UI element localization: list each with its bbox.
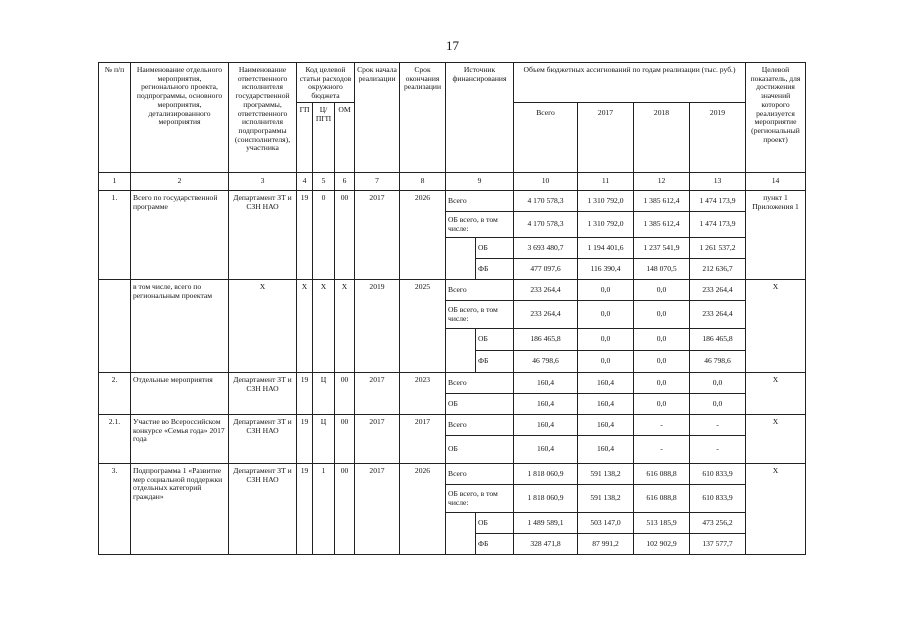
row-om: 00	[335, 415, 355, 464]
header-executor: Наименование ответственного исполнителя государственной программы, ответственного исполнителя подпрограммы (соисполнителя), участника	[229, 63, 297, 173]
value-2018: 0,0	[634, 301, 690, 329]
row-num: 3.	[99, 464, 131, 555]
value-2019: 473 256,2	[690, 513, 746, 534]
value-total: 233 264,4	[514, 301, 578, 329]
header-kbk: Код целевой статьи расходов окружного бюджета	[297, 63, 355, 103]
value-total: 477 097,6	[514, 259, 578, 280]
source-ob: ОБ	[476, 238, 514, 259]
row-end: 2017	[400, 415, 446, 464]
row-pgp: 0	[313, 191, 335, 280]
value-total: 4 170 578,3	[514, 191, 578, 212]
page-number: 17	[446, 38, 459, 53]
table-row	[99, 373, 806, 394]
header-start: Срок начала реализации	[355, 63, 400, 173]
col-number: 9	[446, 173, 514, 191]
value-total: 160,4	[514, 415, 578, 436]
source-indent	[446, 329, 476, 373]
value-2019: 610 833,9	[690, 464, 746, 485]
row-executor: Департамент ЗТ и СЗН НАО	[229, 464, 297, 555]
source-fb: ФБ	[476, 351, 514, 373]
row-start: 2017	[355, 415, 400, 464]
header-kbk-om: ОМ	[335, 103, 355, 173]
value-2017: 160,4	[578, 415, 634, 436]
row-start: 2017	[355, 373, 400, 415]
value-total: 1 489 589,1	[514, 513, 578, 534]
col-number: 13	[690, 173, 746, 191]
header-end: Срок окончания реализации	[400, 63, 446, 173]
row-start: 2017	[355, 464, 400, 555]
row-name: в том числе, всего по региональным проектам	[131, 280, 229, 373]
value-total: 186 465,8	[514, 329, 578, 351]
value-2019: -	[690, 415, 746, 436]
source-ob: ОБ	[476, 513, 514, 534]
value-total: 160,4	[514, 436, 578, 464]
value-2018: 0,0	[634, 373, 690, 394]
source-fb: ФБ	[476, 534, 514, 555]
value-2018: 0,0	[634, 280, 690, 301]
row-om: 00	[335, 191, 355, 280]
table-row	[99, 464, 806, 485]
row-om: 00	[335, 373, 355, 415]
value-total: 328 471,8	[514, 534, 578, 555]
col-number: 11	[578, 173, 634, 191]
row-gp: 19	[297, 415, 313, 464]
budget-table	[98, 62, 806, 555]
header-vol-total: Всего	[514, 103, 578, 173]
row-target: пункт 1 Приложения 1	[746, 191, 806, 280]
value-2017: 591 138,2	[578, 485, 634, 513]
row-name: Подпрограмма 1 «Развитие мер социальной поддержки отдельных категорий граждан»	[131, 464, 229, 555]
value-2017: 1 310 792,0	[578, 191, 634, 212]
value-2018: 1 385 612,4	[634, 191, 690, 212]
value-2017: 87 991,2	[578, 534, 634, 555]
value-2019: 137 577,7	[690, 534, 746, 555]
row-num	[99, 280, 131, 373]
header-2019: 2019	[690, 103, 746, 173]
value-total: 46 798,6	[514, 351, 578, 373]
row-target: Х	[746, 373, 806, 415]
source-total: Всего	[446, 415, 514, 436]
row-name: Участие во Всероссийском конкурсе «Семья года» 2017 года	[131, 415, 229, 464]
value-2017: 160,4	[578, 436, 634, 464]
col-number: 1	[99, 173, 131, 191]
value-2018: -	[634, 415, 690, 436]
header-target: Целевой показатель, для достижения значений которого реализуется мероприятие (региональный проект)	[746, 63, 806, 173]
value-2018: 148 070,5	[634, 259, 690, 280]
row-pgp: 1	[313, 464, 335, 555]
source-ob: ОБ	[476, 329, 514, 351]
col-number: 8	[400, 173, 446, 191]
row-gp: 19	[297, 191, 313, 280]
col-number: 3	[229, 173, 297, 191]
value-total: 1 818 060,9	[514, 464, 578, 485]
value-2018: 0,0	[634, 394, 690, 415]
row-end: 2023	[400, 373, 446, 415]
table-row	[99, 280, 806, 301]
value-2017: 116 390,4	[578, 259, 634, 280]
value-total: 4 170 578,3	[514, 212, 578, 238]
value-2017: 0,0	[578, 351, 634, 373]
value-2017: 0,0	[578, 329, 634, 351]
row-target: Х	[746, 415, 806, 464]
row-om: Х	[335, 280, 355, 373]
col-number: 7	[355, 173, 400, 191]
header-num: № п/п	[99, 63, 131, 173]
header-2018: 2018	[634, 103, 690, 173]
row-executor: Департамент ЗТ и СЗН НАО	[229, 373, 297, 415]
source-ob: ОБ	[446, 436, 514, 464]
row-start: 2017	[355, 191, 400, 280]
value-2018: 616 088,8	[634, 485, 690, 513]
row-pgp: Ц	[313, 373, 335, 415]
col-number: 10	[514, 173, 578, 191]
row-target: Х	[746, 464, 806, 555]
value-total: 160,4	[514, 373, 578, 394]
source-ob-total: ОБ всего, в том числе:	[446, 212, 514, 238]
value-2017: 591 138,2	[578, 464, 634, 485]
col-number: 14	[746, 173, 806, 191]
table-row	[99, 415, 806, 436]
value-2017: 1 310 792,0	[578, 212, 634, 238]
source-ob-total: ОБ всего, в том числе:	[446, 485, 514, 513]
value-2017: 503 147,0	[578, 513, 634, 534]
col-number: 6	[335, 173, 355, 191]
value-total: 3 693 480,7	[514, 238, 578, 259]
value-2019: 1 474 173,9	[690, 191, 746, 212]
row-gp: Х	[297, 280, 313, 373]
row-executor: Департамент ЗТ и СЗН НАО	[229, 191, 297, 280]
value-2019: 212 636,7	[690, 259, 746, 280]
value-2018: 102 902,9	[634, 534, 690, 555]
row-om: 00	[335, 464, 355, 555]
value-2019: 46 798,6	[690, 351, 746, 373]
row-end: 2025	[400, 280, 446, 373]
value-2019: 186 465,8	[690, 329, 746, 351]
col-number: 2	[131, 173, 229, 191]
value-2019: 1 261 537,2	[690, 238, 746, 259]
source-indent	[446, 238, 476, 280]
table-row	[99, 191, 806, 212]
source-total: Всего	[446, 191, 514, 212]
value-2017: 0,0	[578, 280, 634, 301]
source-ob-total: ОБ всего, в том числе:	[446, 301, 514, 329]
value-2019: 0,0	[690, 373, 746, 394]
value-2019: -	[690, 436, 746, 464]
value-2018: 0,0	[634, 329, 690, 351]
row-name: Всего по государственной программе	[131, 191, 229, 280]
row-target: Х	[746, 280, 806, 373]
row-executor: Департамент ЗТ и СЗН НАО	[229, 415, 297, 464]
header-2017: 2017	[578, 103, 634, 173]
header-name: Наименование отдельного мероприятия, регионального проекта, подпрограммы, основного мероприятия, детализированного мероприятия	[131, 63, 229, 173]
header-kbk-gp: ГП	[297, 103, 313, 173]
row-pgp: Ц	[313, 415, 335, 464]
source-total: Всего	[446, 280, 514, 301]
value-2018: 513 185,9	[634, 513, 690, 534]
value-total: 233 264,4	[514, 280, 578, 301]
source-total: Всего	[446, 373, 514, 394]
value-2019: 610 833,9	[690, 485, 746, 513]
row-num: 2.1.	[99, 415, 131, 464]
value-2017: 160,4	[578, 373, 634, 394]
header-source: Источник финансирования	[446, 63, 514, 173]
col-number: 4	[297, 173, 313, 191]
source-indent	[446, 513, 476, 555]
value-2018: 616 088,8	[634, 464, 690, 485]
value-2019: 1 474 173,9	[690, 212, 746, 238]
row-gp: 19	[297, 464, 313, 555]
value-2018: 0,0	[634, 351, 690, 373]
value-2018: 1 237 541,9	[634, 238, 690, 259]
row-num: 1.	[99, 191, 131, 280]
value-2017: 160,4	[578, 394, 634, 415]
value-2018: 1 385 612,4	[634, 212, 690, 238]
row-name: Отдельные мероприятия	[131, 373, 229, 415]
row-end: 2026	[400, 191, 446, 280]
header-volume: Объем бюджетных ассигнований по годам реализации (тыс. руб.)	[514, 63, 746, 103]
col-number: 5	[313, 173, 335, 191]
row-start: 2019	[355, 280, 400, 373]
value-2019: 233 264,4	[690, 301, 746, 329]
col-number: 12	[634, 173, 690, 191]
value-2019: 0,0	[690, 394, 746, 415]
row-num: 2.	[99, 373, 131, 415]
value-total: 1 818 060,9	[514, 485, 578, 513]
header-kbk-pgp: Ц/ПГП	[313, 103, 335, 173]
row-gp: 19	[297, 373, 313, 415]
row-pgp: Х	[313, 280, 335, 373]
source-ob: ОБ	[446, 394, 514, 415]
value-2017: 0,0	[578, 301, 634, 329]
value-total: 160,4	[514, 394, 578, 415]
row-executor: Х	[229, 280, 297, 373]
source-total: Всего	[446, 464, 514, 485]
value-2018: -	[634, 436, 690, 464]
source-fb: ФБ	[476, 259, 514, 280]
value-2017: 1 194 401,6	[578, 238, 634, 259]
value-2019: 233 264,4	[690, 280, 746, 301]
row-end: 2026	[400, 464, 446, 555]
